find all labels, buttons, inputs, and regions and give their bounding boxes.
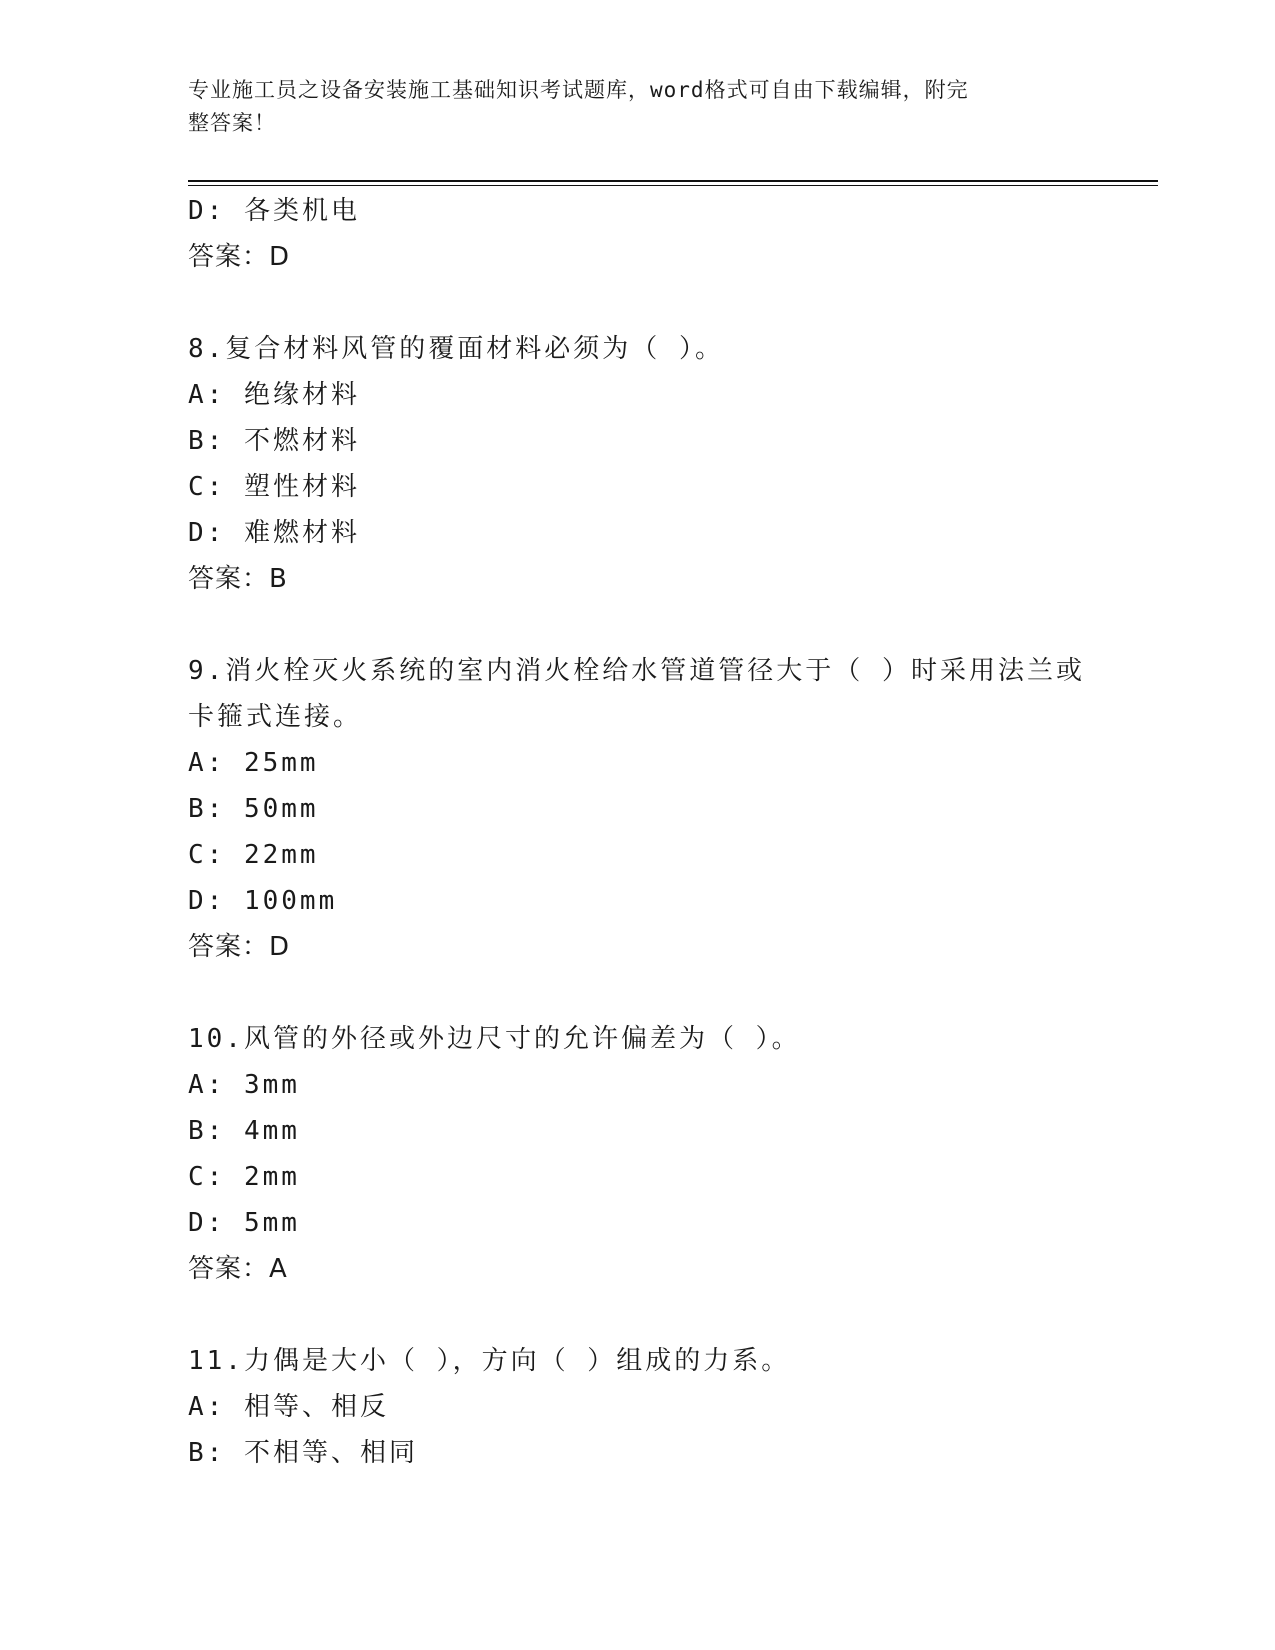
q9-stem-line-1: 9.消火栓灭火系统的室内消火栓给水管道管径大于（ ）时采用法兰或 bbox=[188, 656, 1085, 686]
q9-stem-line-2: 卡箍式连接。 bbox=[188, 702, 363, 732]
spacer bbox=[188, 1292, 1088, 1338]
header-divider-thin bbox=[188, 185, 1158, 186]
q7-answer: 答案：D bbox=[188, 242, 291, 272]
document-header bbox=[188, 74, 1068, 140]
header-line-1: 专业施工员之设备安装施工基础知识考试题库，word格式可自由下载编辑，附完 bbox=[188, 78, 969, 102]
q7-option-d: D: 各类机电 bbox=[188, 196, 360, 226]
q10-option-b: B: 4mm bbox=[188, 1116, 300, 1146]
q10-answer: 答案：A bbox=[188, 1254, 288, 1284]
spacer bbox=[188, 970, 1088, 1016]
question-list bbox=[188, 188, 1088, 1476]
q10-option-a: A: 3mm bbox=[188, 1070, 300, 1100]
q9-option-b: B: 50mm bbox=[188, 794, 319, 824]
q8-option-b: B: 不燃材料 bbox=[188, 426, 360, 456]
q9-option-c: C: 22mm bbox=[188, 840, 319, 870]
q10-stem: 10.风管的外径或外边尺寸的允许偏差为（ ）。 bbox=[188, 1024, 801, 1054]
q11-stem: 11.力偶是大小（ ），方向（ ）组成的力系。 bbox=[188, 1346, 791, 1376]
q9-option-a: A: 25mm bbox=[188, 748, 319, 778]
q8-option-d: D: 难燃材料 bbox=[188, 518, 360, 548]
q8-answer: 答案：B bbox=[188, 564, 288, 594]
q8-stem: 8.复合材料风管的覆面材料必须为（ ）。 bbox=[188, 334, 724, 364]
q8-option-c: C: 塑性材料 bbox=[188, 472, 360, 502]
spacer bbox=[188, 280, 1088, 326]
q11-option-b: B: 不相等、相同 bbox=[188, 1438, 418, 1468]
q9-option-d: D: 100mm bbox=[188, 886, 338, 916]
spacer bbox=[188, 602, 1088, 648]
header-line-2: 整答案！ bbox=[188, 111, 276, 135]
q11-option-a: A: 相等、相反 bbox=[188, 1392, 389, 1422]
header-divider-thick bbox=[188, 180, 1158, 182]
q10-option-d: D: 5mm bbox=[188, 1208, 300, 1238]
q8-option-a: A: 绝缘材料 bbox=[188, 380, 360, 410]
q10-option-c: C: 2mm bbox=[188, 1162, 300, 1192]
q9-answer: 答案：D bbox=[188, 932, 291, 962]
